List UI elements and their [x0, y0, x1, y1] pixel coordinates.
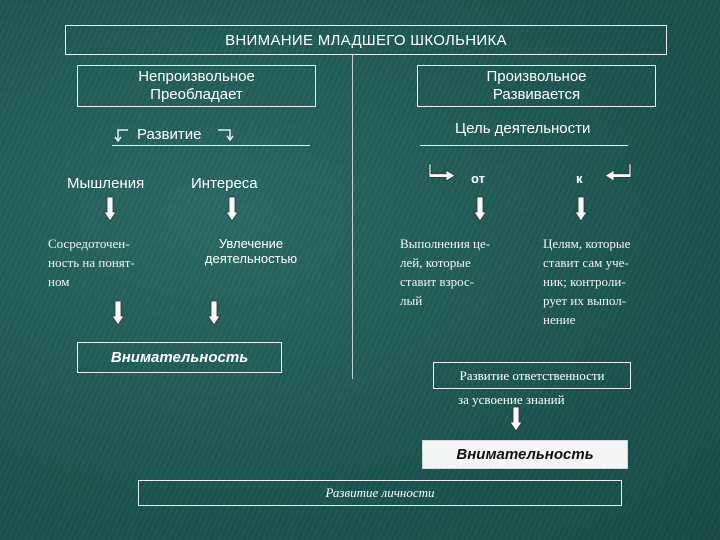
attentiveness-label: Внимательность	[110, 349, 249, 366]
interest-label: Интереса	[191, 175, 258, 192]
from-label: от	[471, 171, 485, 186]
down-arrow-icon	[509, 406, 523, 432]
goal-underline	[420, 145, 628, 146]
passion-text: Увлечение деятельностью	[204, 236, 298, 266]
attentiveness-box-left	[77, 342, 282, 373]
goal-label: Цель деятельности	[455, 120, 591, 137]
voluntary-box	[417, 65, 656, 107]
page-title: ВНИМАНИЕ МЛАДШЕГО ШКОЛЬНИКА	[225, 31, 507, 49]
thinking-label: Мышления	[67, 175, 145, 192]
center-divider	[352, 54, 353, 379]
title-box	[65, 25, 667, 55]
down-arrow-icon	[207, 300, 221, 326]
involuntary-box	[77, 65, 316, 107]
development-underline	[112, 145, 310, 146]
responsibility-label: Развитие ответственности	[459, 367, 605, 383]
involuntary-sub-label: Преобладает	[150, 86, 243, 103]
down-arrow-icon	[103, 196, 117, 222]
corner-arrow-right-icon	[428, 163, 458, 183]
personality-development-label: Развитие личности	[325, 485, 435, 500]
down-arrow-icon	[225, 196, 239, 222]
down-arrow-icon	[574, 196, 588, 222]
attentiveness-box-right	[422, 440, 628, 469]
student-goals-text: Целям, которые ставит сам уче- ник; контроли- рует их выпол- нение	[543, 236, 631, 327]
personality-development-box	[138, 480, 622, 506]
down-arrow-icon	[111, 300, 125, 326]
down-arrow-icon	[473, 196, 487, 222]
corner-arrow-left-icon	[114, 127, 130, 143]
corner-arrow-right-icon	[216, 127, 234, 143]
responsibility-box	[433, 362, 631, 389]
attentiveness-label: Внимательность	[456, 446, 594, 463]
adult-goals-text: Выполнения це- лей, которые ставит взрос- лый	[400, 236, 491, 308]
voluntary-sub-label: Развивается	[492, 86, 581, 103]
development-label: Развитие	[137, 126, 202, 143]
voluntary-label: Произвольное	[486, 68, 587, 85]
concentration-text: Сосредоточен- ность на понят- ном	[48, 236, 135, 289]
involuntary-label: Непроизвольное	[138, 68, 255, 85]
responsibility-sub-label: за усвоение знаний	[458, 392, 565, 407]
corner-arrow-left-icon	[602, 163, 632, 183]
to-label: к	[576, 171, 583, 186]
